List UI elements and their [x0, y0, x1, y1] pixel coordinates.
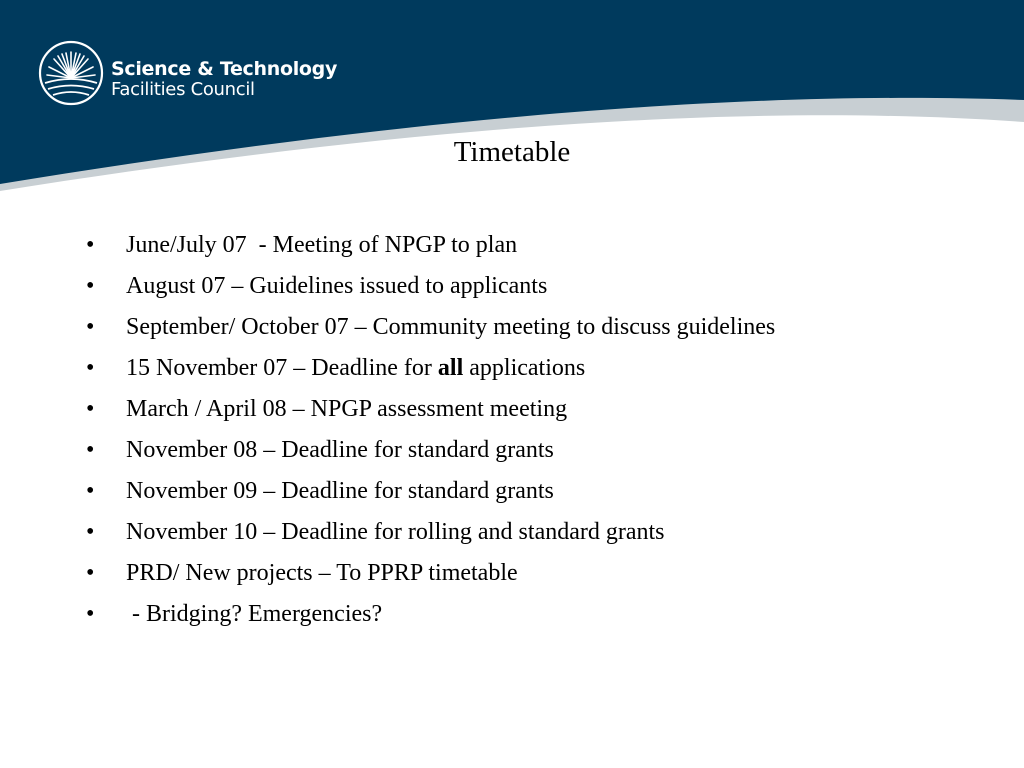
bullet-icon: • [86, 437, 95, 463]
bullet-text: November 10 – Deadline for rolling and standard grants [126, 519, 665, 545]
bullet-item [86, 268, 775, 309]
bullet-icon: • [86, 396, 95, 422]
bullet-text: August 07 – Guidelines issued to applicants [126, 273, 548, 299]
bullet-icon: • [86, 560, 95, 586]
organization-name [111, 59, 337, 100]
bullet-text: March / April 08 – NPGP assessment meeting [126, 396, 568, 422]
bullet-icon: • [86, 355, 95, 381]
bullet-item [86, 309, 775, 350]
bullet-item [86, 391, 775, 432]
bullet-icon: • [86, 273, 95, 299]
bullet-item [86, 227, 775, 268]
bullet-item [86, 350, 775, 391]
stfc-logo-icon [38, 40, 104, 106]
bullet-item [86, 514, 775, 555]
bullet-list [86, 227, 775, 637]
bullet-text-emphasis: all [437, 355, 464, 381]
bullet-item [86, 432, 775, 473]
bullet-item [86, 555, 775, 596]
organization-name-line1: Science & Technology [111, 58, 338, 80]
slide-title: Timetable [453, 136, 571, 168]
bullet-text: November 09 – Deadline for standard grants [126, 478, 554, 504]
organization-name-line2: Facilities Council [111, 78, 255, 100]
bullet-text: September/ October 07 – Community meeting to discuss guidelines [126, 314, 776, 340]
bullet-text: PRD/ New projects – To PPRP timetable [126, 560, 518, 586]
bullet-text: June/July 07 - Meeting of NPGP to plan [126, 232, 518, 258]
bullet-text: - Bridging? Emergencies? [126, 601, 383, 627]
bullet-icon: • [86, 232, 95, 258]
bullet-item [86, 473, 775, 514]
bullet-item [86, 596, 775, 637]
bullet-text: November 08 – Deadline for standard grants [126, 437, 554, 463]
bullet-icon: • [86, 519, 95, 545]
bullet-icon: • [86, 478, 95, 504]
header-banner [0, 0, 1024, 200]
bullet-text: applications [463, 355, 586, 381]
bullet-icon: • [86, 601, 95, 627]
bullet-icon: • [86, 314, 95, 340]
bullet-text: 15 November 07 – Deadline for [126, 355, 438, 381]
